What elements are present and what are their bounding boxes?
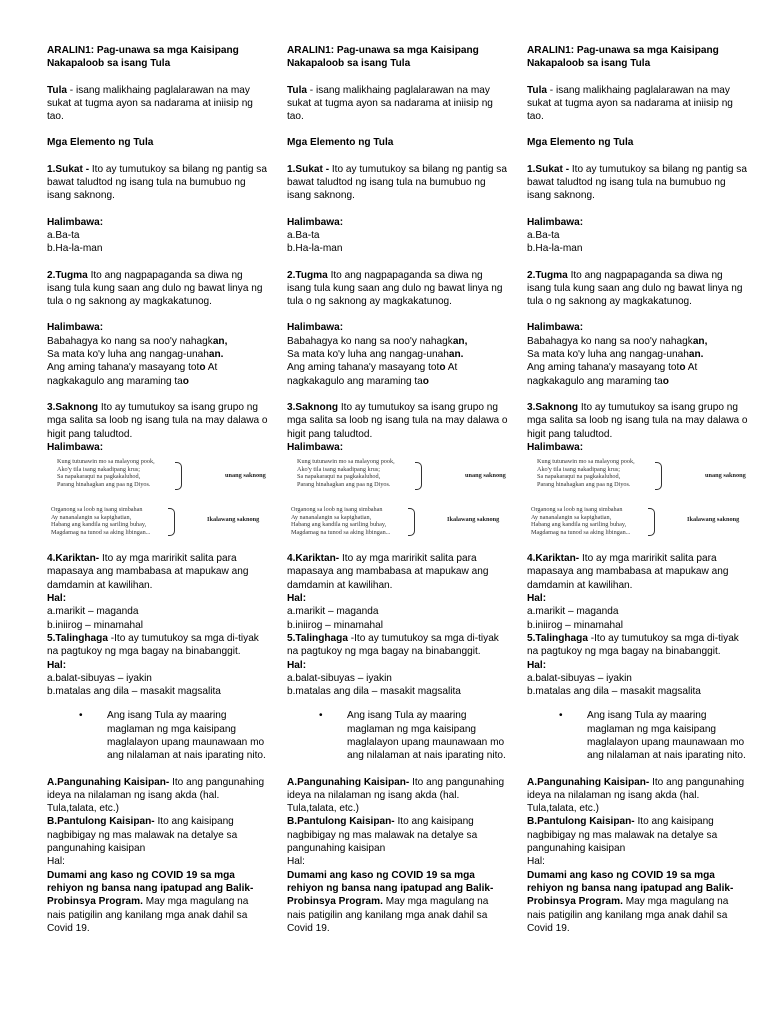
kariktan-section: 4.Kariktan- Ito ay mga maririkit salita para mapasaya ang mambabasa at mapukaw ang damdamin at kawilihan. Hal: a.marikit – maganda b.iniirog – minamahal 5.Talinghaga -Ito ay tumutukoy sa mga di-tiyak na pagtukoy ng mga bagay na binabanggit. Hal: a.balat-sibuyas – iyakin b.matalas ang dila – masakit magsalita [47,553,259,698]
stanza-1-label: unang saknong [705,472,746,480]
column-3 [527,44,749,935]
tula-definition: Tula - isang malikhaing paglalarawan na may sukat at tugma ayon sa nadarama at iniisip ng tao. [287,84,493,123]
saknong-definition: 3.Saknong Ito ay tumutukoy sa isang grupo ng mga salita sa loob ng isang tula na may dalawa o higit pang taludtod. Halimbawa: [527,401,748,453]
stanza-2-label: Ikalawang saknong [447,516,500,524]
saknong-example-image [527,456,749,546]
tula-definition: Tula - isang malikhaing paglalarawan na may sukat at tugma ayon sa nadarama at iniisip ng tao. [47,84,253,123]
sukat-examples: Halimbawa: a.Ba-ta b.Ha-la-man [527,216,584,255]
lesson-title: ARALIN1: Pag-unawa sa mga Kaisipang Nakapaloob sa isang Tula [287,45,479,70]
brace-icon [648,508,655,536]
saknong-definition: 3.Saknong Ito ay tumutukoy sa isang grupo ng mga salita sa loob ng isang tula na may dalawa o higit pang taludtod. Halimbawa: [287,401,508,453]
elements-heading: Mga Elemento ng Tula [527,137,634,149]
lesson-title: ARALIN1: Pag-unawa sa mga Kaisipang Nakapaloob sa isang Tula [527,45,719,70]
brace-icon [408,508,415,536]
stanza-2: Organong sa loob ng isang simbahan Ay nananalangin sa kapighatian, Habang ang kandila ng sariling buhay, Magdamag na tunod sa aking libingan... [291,506,391,536]
tugma-definition: 2.Tugma Ito ang nagpapaganda sa diwa ng isang tula kung saan ang dulo ng bawat linya ng tula o ng saknong ay magkakatunog. [287,269,503,308]
stanza-1-label: unang saknong [225,472,266,480]
bullet-item: • Ang isang Tula ay maaring maglaman ng mga kaisipang maglalayon upang maunawaan mo ang nilalaman at nais iparating nito. [559,710,746,762]
kariktan-section: 4.Kariktan- Ito ay mga maririkit salita para mapasaya ang mambabasa at mapukaw ang damdamin at kawilihan. Hal: a.marikit – maganda b.iniirog – minamahal 5.Talinghaga -Ito ay tumutukoy sa mga di-tiyak na pagtukoy ng mga bagay na binabanggit. Hal: a.balat-sibuyas – iyakin b.matalas ang dila – masakit magsalita [287,553,499,698]
column-1 [47,44,269,935]
saknong-example-image [47,456,269,546]
kaisipan-section: A.Pangunahing Kaisipan- Ito ang pangunahing ideya na nilalaman ng isang akda (hal. Tula,talata, etc.) B.Pantulong Kaisipan- Ito ang kaisipang nagbibigay ng mas malawak na detalye sa pangunahing kaisipan Hal: Dumami ang kaso ng COVID 19 sa mga rehiyon ng bansa nang ipatupad ang Balik-Probinsya Program. May mga magulang na nais patigilin ang kanilang mga anak dahil sa Covid 19. [47,776,265,934]
sukat-examples: Halimbawa: a.Ba-ta b.Ha-la-man [47,216,104,255]
stanza-1: Kung tutunawin mo sa malayong pook, Ako'y tila isang nakadipang krus; Sa napakaraqui na pagkakaluhod, Parang hinahagkan ang paa ng Diyos. [57,458,155,488]
stanza-2-label: Ikalawang saknong [687,516,740,524]
tugma-examples: Halimbawa: Babahagya ko nang sa noo'y nahagkan, Sa mata ko'y luha ang nangag-unahan. Ang aming tahana'y masayang toto At nagkakagulo ang maraming tao [287,322,468,387]
kaisipan-section: A.Pangunahing Kaisipan- Ito ang pangunahing ideya na nilalaman ng isang akda (hal. Tula,talata, etc.) B.Pantulong Kaisipan- Ito ang kaisipang nagbibigay ng mas malawak na detalye sa pangunahing kaisipan Hal: Dumami ang kaso ng COVID 19 sa mga rehiyon ng bansa nang ipatupad ang Balik-Probinsya Program. May mga magulang na nais patigilin ang kanilang mga anak dahil sa Covid 19. [287,776,505,934]
sukat-definition: 1.Sukat - Ito ay tumutukoy sa bilang ng pantig sa bawat taludtod ng isang tula na bumubuo ng isang saknong. [287,163,507,202]
brace-icon [168,508,175,536]
brace-icon [415,462,422,490]
tula-definition: Tula - isang malikhaing paglalarawan na may sukat at tugma ayon sa nadarama at iniisip ng tao. [527,84,733,123]
tugma-definition: 2.Tugma Ito ang nagpapaganda sa diwa ng isang tula kung saan ang dulo ng bawat linya ng tula o ng saknong ay magkakatunog. [47,269,263,308]
elements-heading: Mga Elemento ng Tula [47,137,154,149]
sukat-definition: 1.Sukat - Ito ay tumutukoy sa bilang ng pantig sa bawat taludtod ng isang tula na bumubuo ng isang saknong. [47,163,267,202]
stanza-1: Kung tutunawin mo sa malayong pook, Ako'y tila isang nakadipang krus; Sa napakaraqui na pagkakaluhod, Parang hinahagkan ang paa ng Diyos. [537,458,635,488]
saknong-definition: 3.Saknong Ito ay tumutukoy sa isang grupo ng mga salita sa loob ng isang tula na may dalawa o higit pang taludtod. Halimbawa: [47,401,268,453]
sukat-examples: Halimbawa: a.Ba-ta b.Ha-la-man [287,216,344,255]
bullet-item: • Ang isang Tula ay maaring maglaman ng mga kaisipang maglalayon upang maunawaan mo ang nilalaman at nais iparating nito. [79,710,266,762]
tugma-examples: Halimbawa: Babahagya ko nang sa noo'y nahagkan, Sa mata ko'y luha ang nangag-unahan. Ang aming tahana'y masayang toto At nagkakagulo ang maraming tao [47,322,228,387]
lesson-title: ARALIN1: Pag-unawa sa mga Kaisipang Nakapaloob sa isang Tula [47,45,239,70]
stanza-1: Kung tutunawin mo sa malayong pook, Ako'y tila isang nakadipang krus; Sa napakaraqui na pagkakaluhod, Parang hinahagkan ang paa ng Diyos. [297,458,395,488]
bullet-item: • Ang isang Tula ay maaring maglaman ng mga kaisipang maglalayon upang maunawaan mo ang nilalaman at nais iparating nito. [319,710,506,762]
brace-icon [655,462,662,490]
stanza-2: Organong sa loob ng isang simbahan Ay nananalangin sa kapighatian, Habang ang kandila ng sariling buhay, Magdamag na tunod sa aking libingan... [51,506,151,536]
bullet-icon: • [79,710,83,722]
kaisipan-section: A.Pangunahing Kaisipan- Ito ang pangunahing ideya na nilalaman ng isang akda (hal. Tula,talata, etc.) B.Pantulong Kaisipan- Ito ang kaisipang nagbibigay ng mas malawak na detalye sa pangunahing kaisipan Hal: Dumami ang kaso ng COVID 19 sa mga rehiyon ng bansa nang ipatupad ang Balik-Probinsya Program. May mga magulang na nais patigilin ang kanilang mga anak dahil sa Covid 19. [527,776,745,934]
stanza-2: Organong sa loob ng isang simbahan Ay nananalangin sa kapighatian, Habang ang kandila ng sariling buhay, Magdamag na tunod sa aking libingan... [531,506,631,536]
sukat-definition: 1.Sukat - Ito ay tumutukoy sa bilang ng pantig sa bawat taludtod ng isang tula na bumubuo ng isang saknong. [527,163,747,202]
kariktan-section: 4.Kariktan- Ito ay mga maririkit salita para mapasaya ang mambabasa at mapukaw ang damdamin at kawilihan. Hal: a.marikit – maganda b.iniirog – minamahal 5.Talinghaga -Ito ay tumutukoy sa mga di-tiyak na pagtukoy ng mga bagay na binabanggit. Hal: a.balat-sibuyas – iyakin b.matalas ang dila – masakit magsalita [527,553,739,698]
elements-heading: Mga Elemento ng Tula [287,137,394,149]
brace-icon [175,462,182,490]
stanza-2-label: Ikalawang saknong [207,516,260,524]
bullet-icon: • [319,710,323,722]
bullet-icon: • [559,710,563,722]
column-2 [287,44,509,935]
tugma-examples: Halimbawa: Babahagya ko nang sa noo'y nahagkan, Sa mata ko'y luha ang nangag-unahan. Ang aming tahana'y masayang toto At nagkakagulo ang maraming tao [527,322,708,387]
saknong-example-image [287,456,509,546]
stanza-1-label: unang saknong [465,472,506,480]
tugma-definition: 2.Tugma Ito ang nagpapaganda sa diwa ng isang tula kung saan ang dulo ng bawat linya ng tula o ng saknong ay magkakatunog. [527,269,743,308]
